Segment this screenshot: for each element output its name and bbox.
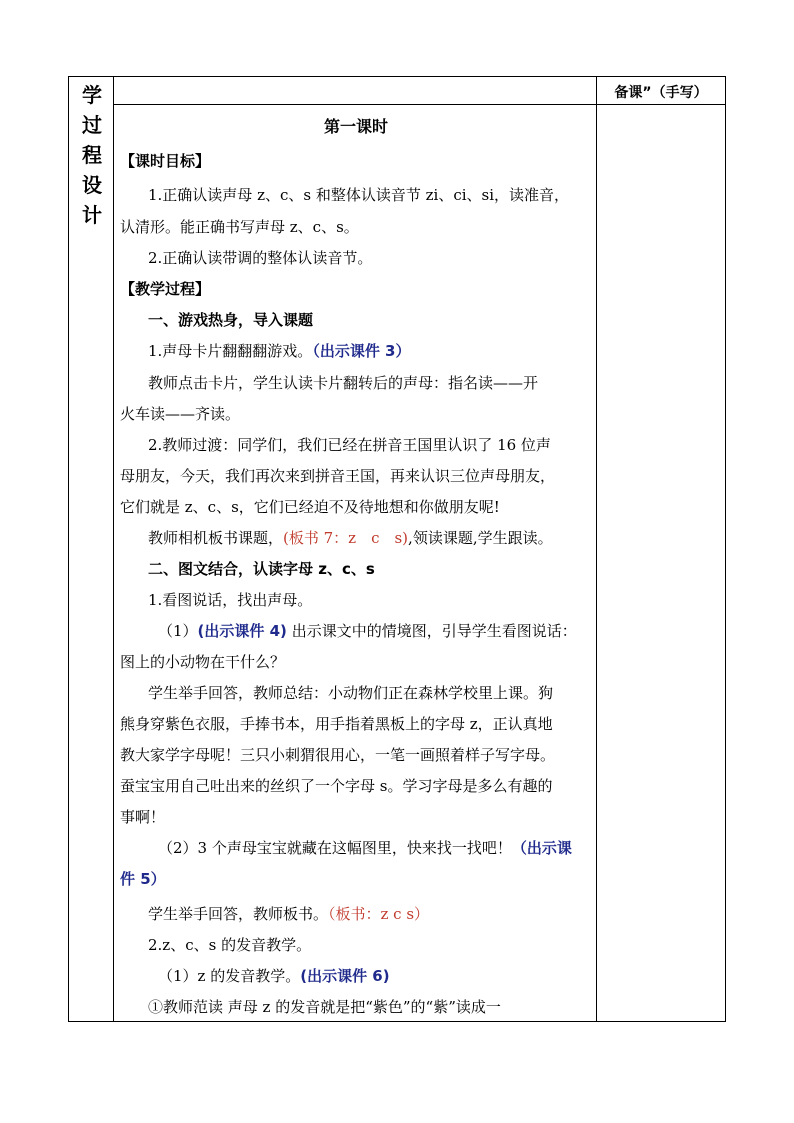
section-heading-objectives: 【课时目标】 xyxy=(120,152,211,170)
courseware-ref: 件 5） xyxy=(120,870,166,888)
courseware-ref: (出示课件 4) xyxy=(197,622,287,640)
table-top-border xyxy=(68,76,726,77)
paragraph-line: 2.教师过渡：同学们，我们已经在拼音王国里认识了 16 位声 xyxy=(148,436,551,454)
paragraph-line xyxy=(158,965,390,987)
text-segment: 学生举手回答，教师板书。 xyxy=(148,905,329,923)
paragraph-line: 蚕宝宝用自己吐出来的丝织了一个字母 s。学习字母是多么有趣的 xyxy=(120,777,553,795)
objective-1: 1.正确认读声母 z、c、s 和整体认读音节 zi、ci、si，读准音， xyxy=(148,186,570,204)
paragraph-line: 学生举手回答，教师总结：小动物们正在森林学校里上课。狗 xyxy=(148,684,554,702)
part-1-heading: 一、游戏热身，导入课题 xyxy=(148,311,314,329)
table-left-border xyxy=(68,76,69,1022)
table-bottom-border xyxy=(68,1021,726,1022)
header-row-divider xyxy=(114,104,726,105)
paragraph-line: 图上的小动物在干什么？ xyxy=(120,653,286,671)
lesson-title: 第一课时 xyxy=(323,117,388,136)
courseware-ref: （出示课 xyxy=(511,839,572,857)
objective-1-continued: 认清形。能正确书写声母 z、c、s。 xyxy=(120,218,359,236)
text-segment: （1）z 的发音教学。 xyxy=(158,967,301,985)
handwritten-notes-header: 备课”（手写） xyxy=(614,85,708,101)
side-label-char: 程 xyxy=(82,143,102,167)
paragraph-line: 它们就是 z、c、s，它们已经迫不及待地想和你做朋友呢! xyxy=(120,498,500,516)
text-segment: 教师相机板书课题， xyxy=(148,529,284,547)
paragraph-line: 母朋友，今天，我们再次来到拼音王国，再来认识三位声母朋友， xyxy=(120,467,556,485)
text-segment: （1） xyxy=(158,622,198,640)
objective-2: 2.正确认读带调的整体认读音节。 xyxy=(148,249,373,267)
paragraph-line xyxy=(158,620,577,642)
side-label-char: 过 xyxy=(82,113,102,137)
text-segment: 1.声母卡片翻翻翻游戏。 xyxy=(148,342,313,360)
text-segment: ,领读课题,学生跟读。 xyxy=(408,529,553,547)
board-writing-ref: (板书 7：z c s) xyxy=(283,529,409,547)
section-label-teaching-process-design xyxy=(70,80,114,230)
paragraph-line: 教师点击卡片，学生认读卡片翻转后的声母：指名读——开 xyxy=(148,374,539,392)
courseware-ref: （出示课件 3） xyxy=(312,342,411,360)
text-segment: 出示课文中的情境图，引导学生看图说话： xyxy=(286,622,577,640)
paragraph-line xyxy=(148,340,411,362)
table-right-border xyxy=(725,76,726,1022)
side-label-char: 设 xyxy=(82,173,102,197)
paragraph-line: 事啊！ xyxy=(120,808,166,826)
part-2-heading: 二、图文结合，认读字母 z、c、s xyxy=(148,560,375,578)
section-heading-process: 【教学过程】 xyxy=(120,280,211,298)
paragraph-line: 1.看图说话，找出声母。 xyxy=(148,591,313,609)
paragraph-line xyxy=(158,837,572,859)
paragraph-line: 2.z、c、s 的发音教学。 xyxy=(148,936,312,954)
paragraph-line xyxy=(148,527,553,549)
board-writing-ref: （板书：z c s） xyxy=(328,905,430,923)
text-segment: （2）3 个声母宝宝就藏在这幅图里，快来找一找吧！ xyxy=(158,839,512,857)
paragraph-line: 熊身穿紫色衣服，手捧书本，用手指着黑板上的字母 z，正认真地 xyxy=(120,715,553,733)
paragraph-line: 火车读——齐读。 xyxy=(120,405,241,423)
courseware-ref: (出示课件 6) xyxy=(300,967,390,985)
notes-column-divider xyxy=(596,76,597,1022)
side-label-char: 计 xyxy=(82,203,102,227)
paragraph-line: ①教师范读 声母 z 的发音就是把“紫色”的“紫”读成一 xyxy=(148,998,501,1016)
paragraph-line: 教大家学字母呢！三只小刺猬很用心，一笔一画照着样子写字母。 xyxy=(120,746,556,764)
side-label-char: 学 xyxy=(82,83,102,107)
paragraph-line xyxy=(148,903,429,925)
